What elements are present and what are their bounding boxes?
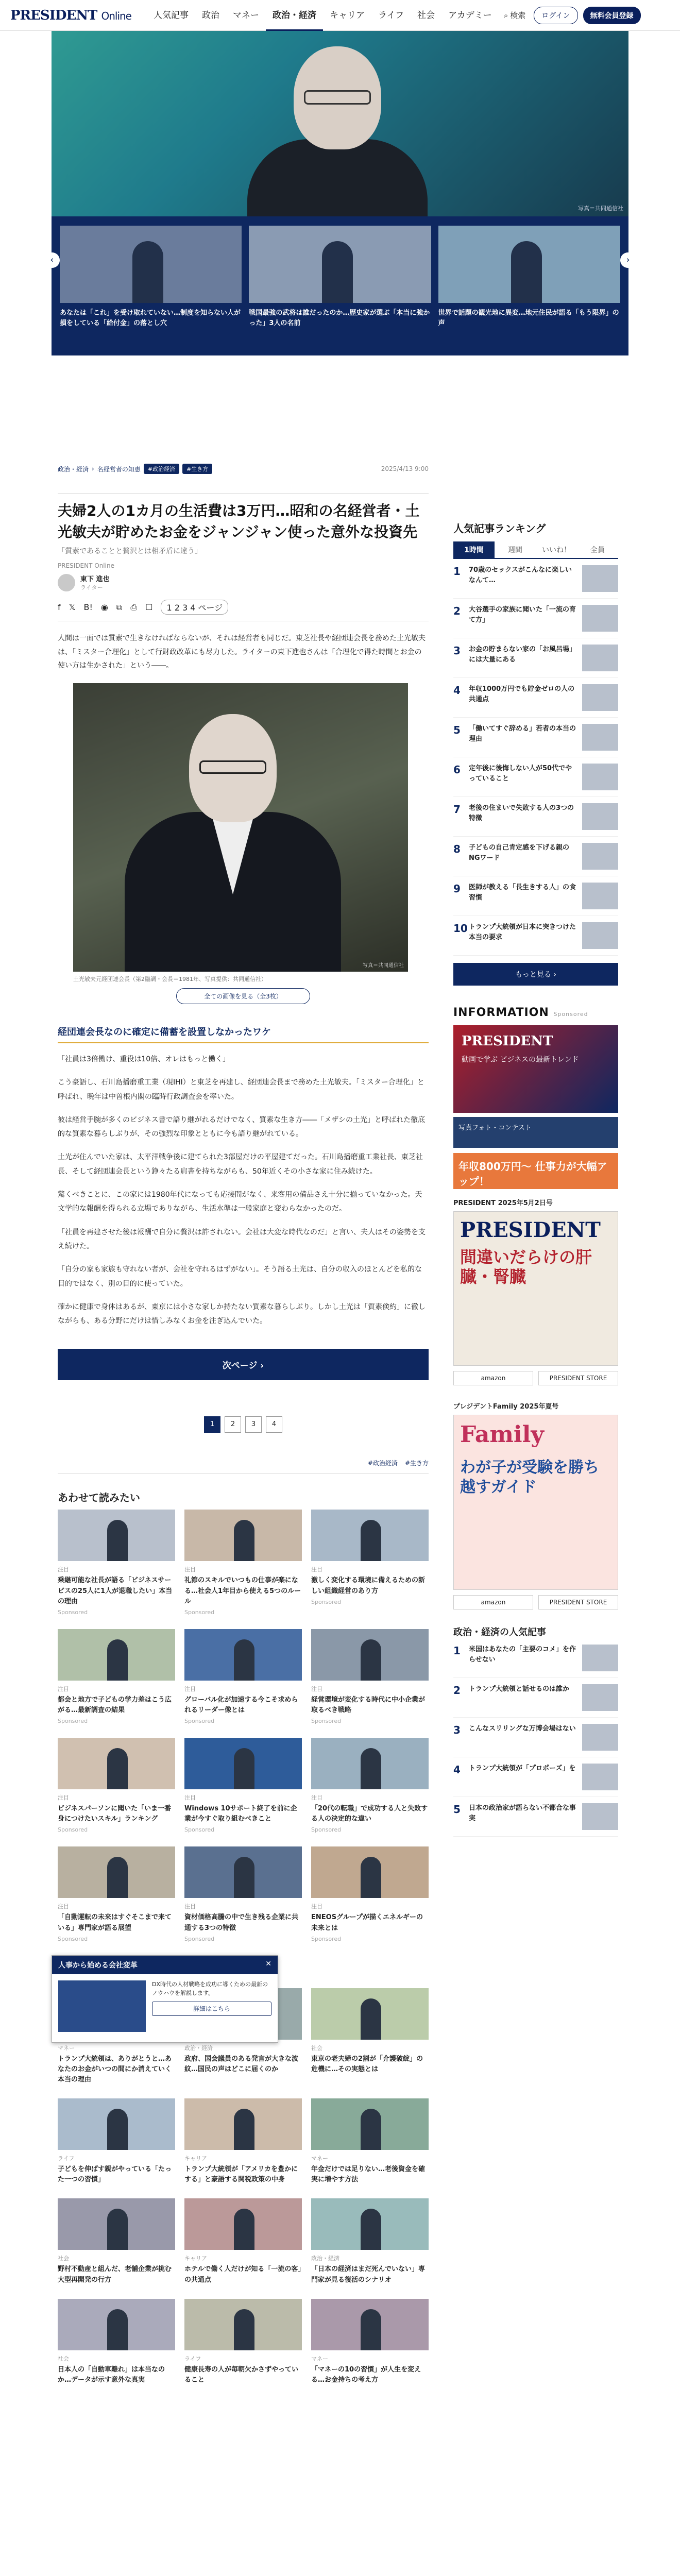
- tab-hour[interactable]: 1時間: [453, 541, 495, 558]
- tab-like[interactable]: いいね！: [542, 546, 571, 554]
- ranking-item[interactable]: 2 大谷選手の家族に聞いた「一流の育て方」: [453, 599, 618, 638]
- modal-title: 人事から始める会社変革: [58, 1961, 138, 1970]
- list-item[interactable]: 注目 激しく変化する環境に備えるための新しい組織経営のあり方 Sponsored: [311, 1510, 429, 1615]
- article-paragraph: 「自分の家も家族も守れない者が、会社を守れるはずがない」。そう語る土光は、自分の収入のほとんどを私的な目的ではなく、別の目的に使っていた。: [58, 1265, 422, 1288]
- article-paragraph: 「社員は3倍働け、重役は10倍、オレはもっと働く」: [58, 1055, 230, 1063]
- list-item[interactable]: 注目 Windows 10サポート終了を前に企業が今すぐ取り組むべきこと Sponsored: [184, 1738, 302, 1833]
- article-subtitle: 「質素であることと贅沢とは相矛盾に違う」: [58, 547, 202, 556]
- featured-carousel: [52, 216, 628, 355]
- see-all-images-button[interactable]: 全ての画像を見る（全3枚）: [176, 988, 310, 1004]
- author-block[interactable]: [58, 573, 429, 591]
- list-item[interactable]: 注目 「自動運転の未来はすぐそこまで来ている」専門家が語る展望 Sponsored: [58, 1846, 175, 1942]
- information-heading: INFORMATION Sponsored: [453, 1006, 588, 1019]
- nav-item-career[interactable]: キャリア: [329, 10, 365, 21]
- tag-links: [58, 1459, 429, 1474]
- ranking-item[interactable]: 6 定年後に後悔しない人が50代でやっていること: [453, 757, 618, 797]
- list-item[interactable]: 注目 礼節のスキルでいつもの仕事が楽になる…社会人1年目から使える5つのルール Sponsored: [184, 1510, 302, 1615]
- nav-item-economy[interactable]: 政治・経済: [266, 0, 323, 31]
- nav-item-politics[interactable]: 政治: [201, 10, 219, 21]
- ranking-thumb: [582, 684, 618, 711]
- ranking-thumb: [582, 883, 618, 909]
- close-icon[interactable]: ✕: [265, 1960, 271, 1968]
- modal-image[interactable]: [58, 1980, 146, 2032]
- list-item[interactable]: 社会 野村不動産と組んだ、老舗企業が挑む大型再開発の行方: [58, 2198, 175, 2285]
- ranking-thumb: [582, 843, 618, 870]
- share-bar: [58, 600, 429, 621]
- article-paragraph: 彼は経営手腕が多くのビジネス書で語り継がれるだけでなく、質素な生き方――「メザシの土光」と呼ばれた徹底的な質素な暮らしぶりが、その強烈な印象とともに今も語り継がれている。: [58, 1115, 426, 1139]
- ranking-item[interactable]: 10 トランプ大統領が日本に突きつけた本当の要求: [453, 916, 618, 956]
- ranking-item[interactable]: 8 子どもの自己肯定感を下げる親のNGワード: [453, 837, 618, 876]
- popular-item[interactable]: 2 トランプ大統領と話せるのは誰か: [453, 1678, 618, 1718]
- list-item[interactable]: 注目 「20代の転職」で成功する人と失敗する人の決定的な違い Sponsored: [311, 1738, 429, 1833]
- carousel-item[interactable]: あなたは「これ」を受け取れていない…制度を知らない人が損をしている「給付金」の落とし穴: [60, 226, 242, 346]
- list-item[interactable]: キャリア トランプ大統領が「アメリカを豊かにする」と豪語する関税政策の中身: [184, 2098, 302, 2185]
- magazine-title: PRESIDENT 2025年5月2日号: [453, 1199, 553, 1207]
- article-tabs-line: [58, 481, 429, 494]
- buy-store-button[interactable]: PRESIDENT STORE: [538, 1595, 618, 1609]
- ranking-tabs: [453, 541, 618, 559]
- ranking-thumb: [582, 764, 618, 790]
- article-main: [58, 464, 429, 2385]
- list-item[interactable]: 注目 乗継可能な社長が語る「ビジネスサービスの25人に1人が退職したい」本当の理由 Sponsored: [58, 1510, 175, 1615]
- floating-ad-modal: [52, 1955, 278, 2043]
- line-icon[interactable]: ◉: [100, 602, 108, 613]
- popular-thumb: [582, 1803, 618, 1830]
- page-link[interactable]: 3: [245, 1416, 262, 1433]
- page-link[interactable]: 1: [204, 1416, 220, 1433]
- article-source: PRESIDENT Online: [58, 562, 114, 570]
- buy-amazon-button[interactable]: amazon: [453, 1595, 533, 1609]
- site-header: [0, 0, 680, 31]
- page-pill[interactable]: 1 2 3 4 ページ: [161, 600, 228, 615]
- modal-text: DX時代の人材戦略を成功に導くための最新のノウハウを解説します。: [152, 1981, 268, 1996]
- ranking-thumb: [582, 724, 618, 751]
- carousel-next-icon[interactable]: ›: [620, 252, 636, 268]
- copy-link-icon[interactable]: ⧉: [116, 602, 123, 612]
- tag-badge[interactable]: #政治経済: [144, 464, 179, 474]
- tab-week[interactable]: 週間: [508, 546, 522, 554]
- ranking-item[interactable]: 7 老後の住まいで失敗する人の3つの特徴: [453, 797, 618, 837]
- magazine-cover[interactable]: PRESIDENT 間違いだらけの肝臓・腎臓: [453, 1211, 618, 1366]
- login-button[interactable]: ログイン: [534, 7, 577, 24]
- tab-member[interactable]: 全員: [590, 546, 605, 554]
- family-magazine-block: [453, 1401, 618, 1609]
- list-item[interactable]: キャリア ホテルで働く人だけが知る「一流の客」の共通点: [184, 2198, 302, 2285]
- ranking-item[interactable]: 9 医師が教える「長生きする人」の食習慣: [453, 876, 618, 916]
- ranking-item[interactable]: 1 70歳のセックスがこんなに楽しいなんて…: [453, 559, 618, 599]
- carousel-item[interactable]: 戦国最強の武将は誰だったのか…歴史家が選ぶ「本当に強かった」3人の名前: [249, 226, 431, 346]
- carousel-prev-icon[interactable]: ‹: [44, 252, 60, 268]
- hero-image[interactable]: [52, 31, 628, 216]
- ranking-more-button[interactable]: もっと見る ›: [453, 963, 618, 986]
- list-item[interactable]: ライフ 子どもを伸ばす親がやっている「たった一つの習慣」: [58, 2098, 175, 2185]
- popular-thumb: [582, 1645, 618, 1671]
- tag-badge[interactable]: #生き方: [182, 464, 212, 474]
- ranking-heading: 人気記事ランキング: [453, 522, 546, 535]
- breadcrumb-category[interactable]: 政治・経済: [58, 465, 89, 473]
- readers-grid: [58, 1988, 429, 2385]
- list-item[interactable]: 社会 日本人の「自動車離れ」は本当なのか…データが示す意外な真実: [58, 2299, 175, 2385]
- hero-credit: 写真＝共同通信社: [578, 205, 623, 212]
- photo-caption: 土光敏夫元経団連会長（第2臨調・会長＝1981年、写真提供：共同通信社）: [73, 975, 267, 982]
- list-item[interactable]: 注目 ビジネスパーソンに聞いた「いま一番身につけたいスキル」ランキング Sponsored: [58, 1738, 175, 1833]
- list-item[interactable]: 社会 東京の老夫婦の2割が「介護破綻」の危機に…その実態とは: [311, 1988, 429, 2085]
- avatar: [58, 574, 75, 591]
- carousel-item[interactable]: 世界で話題の観光地に異変…地元住民が語る「もう限界」の声: [438, 226, 620, 346]
- list-item[interactable]: 注目 資材価格高騰の中で生き残る企業に共通する3つの特徴 Sponsored: [184, 1846, 302, 1942]
- ranking-item[interactable]: 4 年収1000万円でも貯金ゼロの人の共通点: [453, 678, 618, 718]
- article-paragraph: こう豪語し、石川島播磨重工業（現IHI）と東芝を再建し、経団連会長まで務めた土光敏夫。「ミスター合理化」と呼ばれ、晩年は中曽根内閣の臨時行政調査会を率いた。: [58, 1078, 424, 1101]
- family-cover[interactable]: Family わが子が受験を勝ち越すガイド: [453, 1415, 618, 1590]
- nav-item-society[interactable]: 社会: [417, 10, 435, 21]
- buy-store-button[interactable]: PRESIDENT STORE: [538, 1371, 618, 1385]
- author-name: 東下 進也: [80, 575, 110, 584]
- search-icon: ⌕: [503, 10, 508, 20]
- list-item[interactable]: 注目 ENEOSグループが描くエネルギーの未来とは Sponsored: [311, 1846, 429, 1942]
- article-title: 夫婦2人の1カ月の生活費は3万円…昭和の名経営者・土光敏夫が貯めたお金をジャンジャン使った意外な投資先: [58, 502, 420, 540]
- ranking-item[interactable]: 5 「働いてすぐ辞める」若者の本当の理由: [453, 718, 618, 757]
- list-item[interactable]: マネー 「マネーの10の習慣」が人生を変える…お金持ちの考え方: [311, 2299, 429, 2385]
- article-paragraph: 驚くべきことに、この家には1980年代になっても応接間がなく、来客用の備品さえ十分に揃っていなかった。天文学的な報酬を得られる立場でありながら、生活水準は一般家庭と変わらなかったのだ。: [58, 1191, 422, 1213]
- list-item[interactable]: 注目 グローバル化が加速する今こそ求められるリーダー像とは Sponsored: [184, 1629, 302, 1724]
- x-icon[interactable]: 𝕏: [69, 602, 76, 613]
- global-nav: [147, 0, 499, 31]
- nav-item-life[interactable]: ライフ: [378, 10, 404, 21]
- nav-item-popular[interactable]: 人気記事: [153, 10, 189, 21]
- register-button[interactable]: 無料会員登録: [583, 7, 641, 24]
- popular-item[interactable]: 4 トランプ大統領が「プロポーズ」を: [453, 1757, 618, 1797]
- article-lead: 人間は一面では質素で生きなければならないが、それは経営者も同じだ。東芝社長や経団連会長を務めた土光敏夫は、「ミスター合理化」として行財政改革にも尽力した。ライターの東下進也さんは「合理化で得た時間とお金の使い方は生かされた」という――。: [58, 634, 426, 670]
- page-link[interactable]: 4: [266, 1416, 282, 1433]
- family-title: プレジデントFamily 2025年夏号: [453, 1403, 559, 1411]
- popular-item[interactable]: 1 米国はあなたの「主要のコメ」を作らせない: [453, 1638, 618, 1678]
- hatena-icon[interactable]: B!: [83, 602, 93, 613]
- site-logo[interactable]: PRESIDENT Online: [10, 7, 131, 23]
- carousel-image: [438, 226, 620, 303]
- popular-thumb: [582, 1684, 618, 1711]
- article-paragraph: 「社員を再建させた後は報酬で自分に贅沢は許されない。会社は大変な時代なのだ」と言い、夫人はその姿勢を支え続けた。: [58, 1228, 426, 1250]
- breadcrumb: 政治・経済 › 名経営者の知恵 #政治経済 #生き方 2025/4/13 9:00: [58, 464, 429, 474]
- hero-portrait: [237, 41, 433, 216]
- carousel-image: [60, 226, 242, 303]
- popular-heading: 政治・経済の人気記事: [453, 1627, 546, 1638]
- photo-credit: 写真＝共同通信社: [363, 962, 404, 969]
- popular-thumb: [582, 1764, 618, 1790]
- search-button[interactable]: ⌕ 検索: [503, 10, 526, 20]
- magazine-block: [453, 1197, 618, 1385]
- list-item[interactable]: マネー トランプ大統領は、ありがとうと…あなたのお金がいつの間にか消えていく本当の理由: [58, 1988, 175, 2085]
- ranking-thumb: [582, 922, 618, 949]
- list-item[interactable]: 注目 経営環境が変化する時代に中小企業が取るべき戦略 Sponsored: [311, 1629, 429, 1724]
- recommend-heading: あわせて読みたい: [58, 1492, 140, 1504]
- list-item[interactable]: 政治・経済 「日本の経済はまだ死んでいない」専門家が見る復活のシナリオ: [311, 2198, 429, 2285]
- article-paragraph: 土光が住んでいた家は、太平洋戦争後に建てられた3部屋だけの平屋建てだった。石川島播磨重工業社長、東芝社長、そして経団連会長という錚々たる肩書を持ちながらも、50年近くその小さな家に住み続けた。: [58, 1153, 423, 1176]
- list-item[interactable]: 政治・経済 政府、国会議員のある発言が大きな波紋…国民の声はどこに届くのか: [184, 1988, 302, 2085]
- popular-item[interactable]: 5 日本の政治家が語らない不都合な事実: [453, 1797, 618, 1837]
- carousel-image: [249, 226, 431, 303]
- recommend-grid: [58, 1510, 429, 1942]
- ranking-item[interactable]: 3 お金の貯まらない家の「お風呂場」には大量にある: [453, 638, 618, 678]
- pagination: [58, 1416, 429, 1433]
- ranking-thumb: [582, 803, 618, 830]
- ad-orange[interactable]: 年収800万円～ 仕事力が大幅アップ！: [453, 1153, 618, 1189]
- nav-item-money[interactable]: マネー: [232, 10, 259, 21]
- list-item[interactable]: マネー 年金だけでは足りない…老後資金を確実に増やす方法: [311, 2098, 429, 2185]
- article-photo[interactable]: [73, 683, 408, 972]
- ad-banner[interactable]: PRESIDENT 動画で学ぶ ビジネスの最新トレンド: [453, 1025, 618, 1113]
- next-page-button[interactable]: 次ページ ›: [58, 1349, 429, 1380]
- tag-link[interactable]: #生き方: [404, 1460, 429, 1467]
- ranking-thumb: [582, 645, 618, 671]
- print-icon[interactable]: ⎙: [130, 602, 138, 612]
- bookmark-icon[interactable]: ☐: [145, 602, 153, 613]
- tag-link[interactable]: #政治経済: [367, 1460, 398, 1467]
- modal-cta-button[interactable]: 詳細はこちら: [152, 2002, 271, 2016]
- article-paragraph: 確かに健康で身体はあるが、東京には小さな家しか持たない質素な暮らしぶり。しかし土光は「質素倹約」に徹しながらも、ある分野にだけは惜しみなくお金を注ぎ込んでいた。: [58, 1302, 426, 1326]
- buy-amazon-button[interactable]: amazon: [453, 1371, 533, 1385]
- page-link[interactable]: 2: [225, 1416, 241, 1433]
- author-role: ライター: [80, 584, 103, 591]
- sidebar: [453, 520, 618, 1837]
- list-item[interactable]: ライフ 健康長寿の人が毎朝欠かさずやっていること: [184, 2299, 302, 2385]
- ad-strip[interactable]: 写真フォト・コンテスト: [453, 1117, 618, 1148]
- ranking-thumb: [582, 565, 618, 592]
- popular-thumb: [582, 1724, 618, 1751]
- ranking-thumb: [582, 605, 618, 632]
- list-item[interactable]: 注目 都会と地方で子どもの学力差はこう広がる…最新調査の結果 Sponsored: [58, 1629, 175, 1724]
- section-heading: 経団連会長なのに確定に備蓄を設置しなかったワケ: [58, 1025, 429, 1043]
- facebook-icon[interactable]: f: [58, 602, 61, 613]
- popular-item[interactable]: 3 こんなスリリングな万博会場はない: [453, 1718, 618, 1757]
- nav-item-academy[interactable]: アカデミー: [448, 10, 492, 21]
- publish-date: 2025/4/13 9:00: [381, 465, 429, 472]
- breadcrumb-series[interactable]: 名経営者の知恵: [97, 465, 141, 473]
